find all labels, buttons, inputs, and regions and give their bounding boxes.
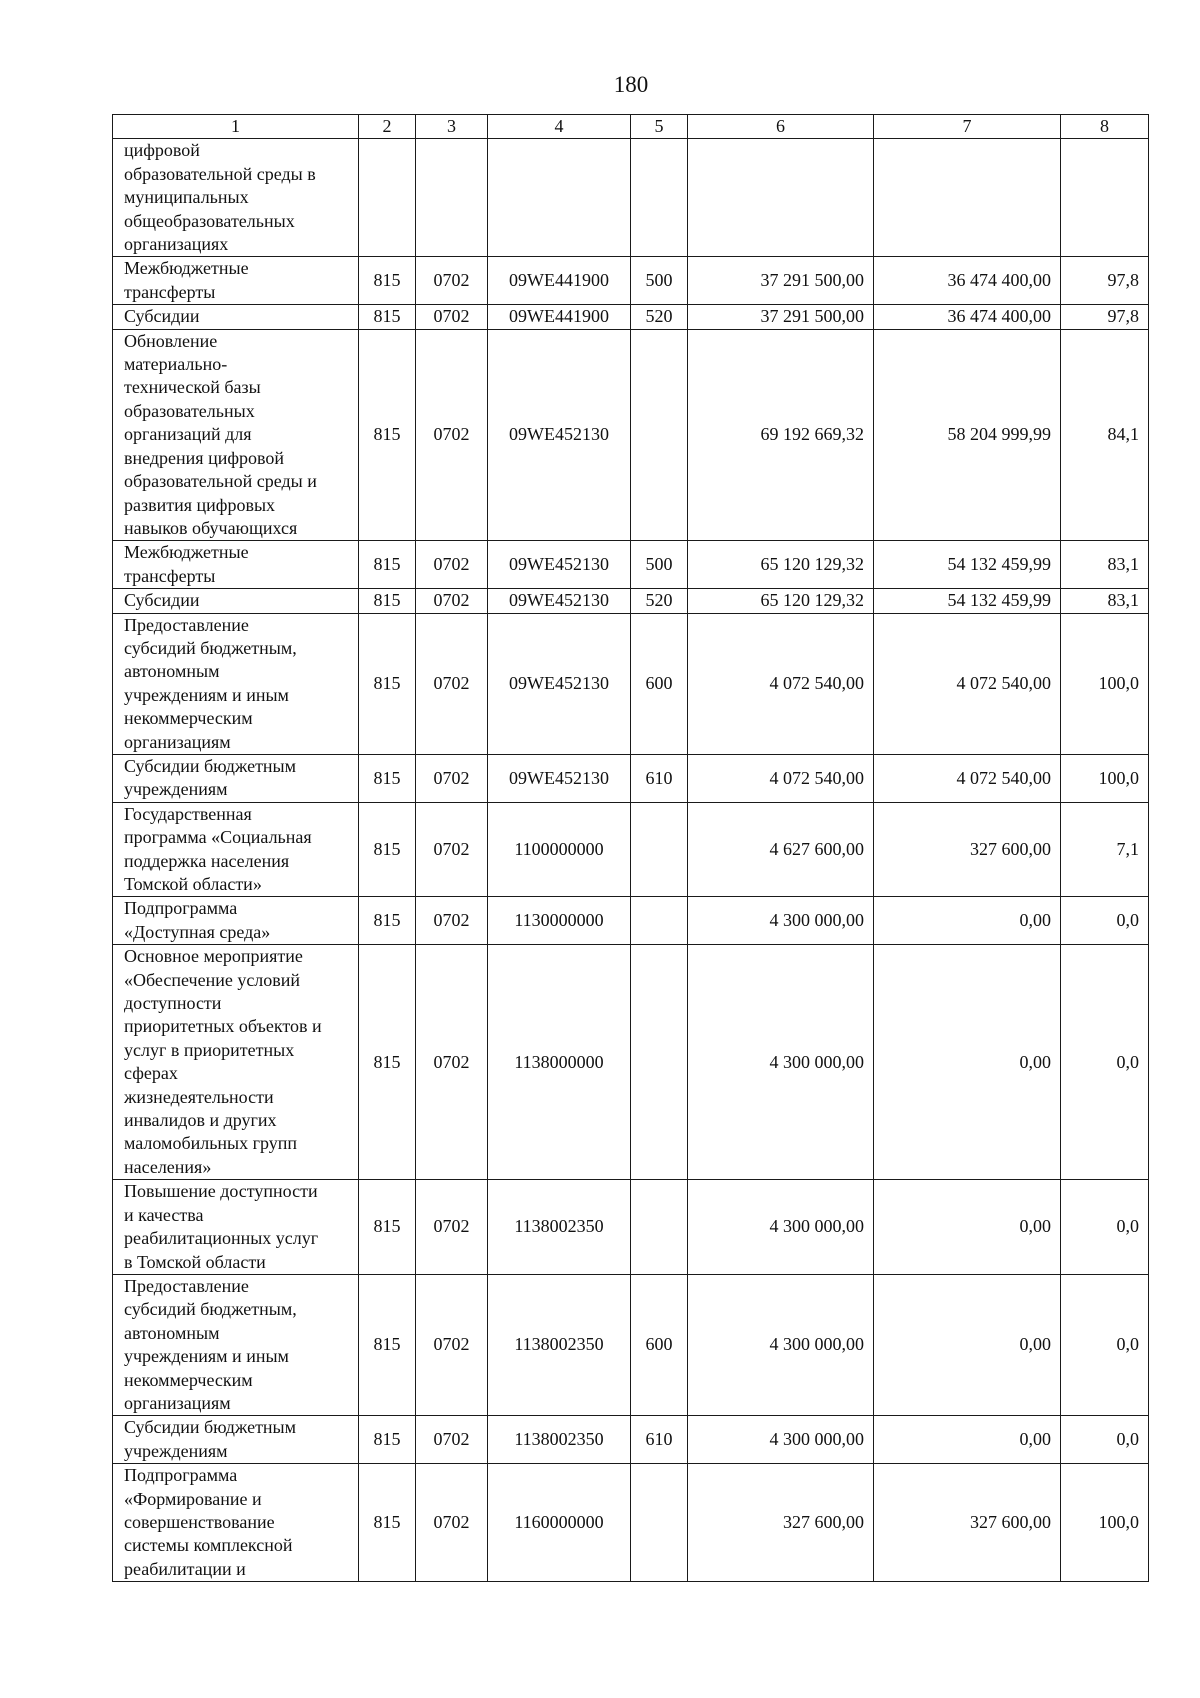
percent-cell: 97,8: [1061, 305, 1149, 329]
row-name-cell: Повышение доступности и качества реабилитационных услуг в Томской области: [113, 1180, 359, 1275]
row-name-cell: Предоставление субсидий бюджетным, автономным учреждениям и иным некоммерческим организациям: [113, 1274, 359, 1415]
section-code-cell: 0702: [416, 1416, 488, 1464]
table-row: [113, 613, 1149, 754]
column-header: 1: [113, 115, 359, 139]
expense-type-cell: 600: [631, 613, 688, 754]
actual-amount-cell: 327 600,00: [874, 802, 1061, 897]
planned-amount-cell: 4 300 000,00: [688, 897, 874, 945]
actual-amount-cell: 0,00: [874, 1416, 1061, 1464]
planned-amount-cell: [688, 139, 874, 257]
expense-type-cell: [631, 897, 688, 945]
admin-code-cell: 815: [359, 1416, 416, 1464]
section-code-cell: 0702: [416, 897, 488, 945]
expense-type-cell: 610: [631, 1416, 688, 1464]
planned-amount-cell: 69 192 669,32: [688, 329, 874, 541]
admin-code-cell: 815: [359, 897, 416, 945]
table-row: [113, 1464, 1149, 1582]
row-name-cell: Подпрограмма «Формирование и совершенствование системы комплексной реабилитации и: [113, 1464, 359, 1582]
expense-type-cell: 500: [631, 541, 688, 589]
expense-type-cell: [631, 139, 688, 257]
percent-cell: 0,0: [1061, 1180, 1149, 1275]
table-row: [113, 1180, 1149, 1275]
table-row: [113, 897, 1149, 945]
target-code-cell: 1138002350: [488, 1180, 631, 1275]
column-header: 6: [688, 115, 874, 139]
percent-cell: 100,0: [1061, 1464, 1149, 1582]
admin-code-cell: 815: [359, 329, 416, 541]
section-code-cell: 0702: [416, 802, 488, 897]
percent-cell: 83,1: [1061, 541, 1149, 589]
table-row: [113, 329, 1149, 541]
table-row: [113, 257, 1149, 305]
header-row: [113, 115, 1149, 139]
table-row: [113, 754, 1149, 802]
expense-type-cell: 610: [631, 754, 688, 802]
planned-amount-cell: 327 600,00: [688, 1464, 874, 1582]
row-name-cell: Межбюджетные трансферты: [113, 257, 359, 305]
actual-amount-cell: 54 132 459,99: [874, 541, 1061, 589]
actual-amount-cell: 58 204 999,99: [874, 329, 1061, 541]
table-row: [113, 305, 1149, 329]
table-row: [113, 802, 1149, 897]
section-code-cell: 0702: [416, 1180, 488, 1275]
section-code-cell: 0702: [416, 1464, 488, 1582]
target-code-cell: 1160000000: [488, 1464, 631, 1582]
column-header: 4: [488, 115, 631, 139]
actual-amount-cell: 0,00: [874, 897, 1061, 945]
table-row: [113, 1274, 1149, 1415]
target-code-cell: [488, 139, 631, 257]
actual-amount-cell: 4 072 540,00: [874, 754, 1061, 802]
admin-code-cell: 815: [359, 1180, 416, 1275]
admin-code-cell: 815: [359, 1464, 416, 1582]
planned-amount-cell: 37 291 500,00: [688, 257, 874, 305]
target-code-cell: 09WE441900: [488, 257, 631, 305]
admin-code-cell: 815: [359, 589, 416, 613]
admin-code-cell: 815: [359, 802, 416, 897]
planned-amount-cell: 65 120 129,32: [688, 541, 874, 589]
actual-amount-cell: 36 474 400,00: [874, 257, 1061, 305]
section-code-cell: 0702: [416, 329, 488, 541]
target-code-cell: 09WE452130: [488, 589, 631, 613]
section-code-cell: 0702: [416, 305, 488, 329]
row-name-cell: Предоставление субсидий бюджетным, автономным учреждениям и иным некоммерческим организациям: [113, 613, 359, 754]
table-row: [113, 945, 1149, 1180]
percent-cell: 97,8: [1061, 257, 1149, 305]
row-name-cell: Субсидии бюджетным учреждениям: [113, 1416, 359, 1464]
percent-cell: [1061, 139, 1149, 257]
target-code-cell: 1130000000: [488, 897, 631, 945]
planned-amount-cell: 4 072 540,00: [688, 613, 874, 754]
admin-code-cell: 815: [359, 1274, 416, 1415]
section-code-cell: [416, 139, 488, 257]
target-code-cell: 09WE452130: [488, 754, 631, 802]
row-name-cell: Субсидии бюджетным учреждениям: [113, 754, 359, 802]
planned-amount-cell: 4 300 000,00: [688, 1274, 874, 1415]
table-row: [113, 541, 1149, 589]
actual-amount-cell: 36 474 400,00: [874, 305, 1061, 329]
column-header: 2: [359, 115, 416, 139]
percent-cell: 84,1: [1061, 329, 1149, 541]
table-row: [113, 1416, 1149, 1464]
percent-cell: 83,1: [1061, 589, 1149, 613]
percent-cell: 7,1: [1061, 802, 1149, 897]
admin-code-cell: 815: [359, 945, 416, 1180]
actual-amount-cell: 0,00: [874, 1180, 1061, 1275]
admin-code-cell: 815: [359, 541, 416, 589]
table-row: [113, 589, 1149, 613]
target-code-cell: 09WE452130: [488, 541, 631, 589]
page-number: 180: [613, 72, 649, 97]
section-code-cell: 0702: [416, 541, 488, 589]
planned-amount-cell: 4 072 540,00: [688, 754, 874, 802]
percent-cell: 100,0: [1061, 613, 1149, 754]
row-name-cell: Субсидии: [113, 589, 359, 613]
admin-code-cell: [359, 139, 416, 257]
admin-code-cell: 815: [359, 257, 416, 305]
column-header: 7: [874, 115, 1061, 139]
row-name-cell: Подпрограмма «Доступная среда»: [113, 897, 359, 945]
column-header: 5: [631, 115, 688, 139]
row-name-cell: цифровой образовательной среды в муниципальных общеобразовательных организациях: [113, 139, 359, 257]
planned-amount-cell: 4 300 000,00: [688, 1180, 874, 1275]
target-code-cell: 09WE452130: [488, 613, 631, 754]
expense-type-cell: [631, 945, 688, 1180]
actual-amount-cell: [874, 139, 1061, 257]
planned-amount-cell: 37 291 500,00: [688, 305, 874, 329]
section-code-cell: 0702: [416, 613, 488, 754]
planned-amount-cell: 4 300 000,00: [688, 1416, 874, 1464]
percent-cell: 0,0: [1061, 1274, 1149, 1415]
expense-type-cell: [631, 1180, 688, 1275]
column-header: 8: [1061, 115, 1149, 139]
expense-type-cell: [631, 802, 688, 897]
expense-type-cell: [631, 329, 688, 541]
section-code-cell: 0702: [416, 257, 488, 305]
planned-amount-cell: 4 300 000,00: [688, 945, 874, 1180]
actual-amount-cell: 0,00: [874, 1274, 1061, 1415]
table-body: [113, 115, 1149, 1582]
expense-type-cell: 520: [631, 589, 688, 613]
admin-code-cell: 815: [359, 305, 416, 329]
expense-type-cell: [631, 1464, 688, 1582]
planned-amount-cell: 4 627 600,00: [688, 802, 874, 897]
target-code-cell: 1138000000: [488, 945, 631, 1180]
row-name-cell: Субсидии: [113, 305, 359, 329]
row-name-cell: Обновление материально- технической базы образовательных организаций для внедрения цифровой образовательной среды и развития цифровых навыков обучающихся: [113, 329, 359, 541]
target-code-cell: 1100000000: [488, 802, 631, 897]
section-code-cell: 0702: [416, 589, 488, 613]
row-name-cell: Основное мероприятие «Обеспечение условий доступности приоритетных объектов и услуг в приоритетных сферах жизнедеятельности инвалидов и других маломобильных групп населения»: [113, 945, 359, 1180]
section-code-cell: 0702: [416, 945, 488, 1180]
admin-code-cell: 815: [359, 754, 416, 802]
actual-amount-cell: 4 072 540,00: [874, 613, 1061, 754]
expense-type-cell: 600: [631, 1274, 688, 1415]
actual-amount-cell: 327 600,00: [874, 1464, 1061, 1582]
expense-type-cell: 520: [631, 305, 688, 329]
section-code-cell: 0702: [416, 754, 488, 802]
column-header: 3: [416, 115, 488, 139]
table-row: [113, 139, 1149, 257]
target-code-cell: 1138002350: [488, 1416, 631, 1464]
expense-type-cell: 500: [631, 257, 688, 305]
admin-code-cell: 815: [359, 613, 416, 754]
actual-amount-cell: 0,00: [874, 945, 1061, 1180]
row-name-cell: Государственная программа «Социальная поддержка населения Томской области»: [113, 802, 359, 897]
section-code-cell: 0702: [416, 1274, 488, 1415]
planned-amount-cell: 65 120 129,32: [688, 589, 874, 613]
percent-cell: 0,0: [1061, 945, 1149, 1180]
row-name-cell: Межбюджетные трансферты: [113, 541, 359, 589]
target-code-cell: 09WE452130: [488, 329, 631, 541]
target-code-cell: 09WE441900: [488, 305, 631, 329]
percent-cell: 0,0: [1061, 1416, 1149, 1464]
actual-amount-cell: 54 132 459,99: [874, 589, 1061, 613]
percent-cell: 100,0: [1061, 754, 1149, 802]
target-code-cell: 1138002350: [488, 1274, 631, 1415]
percent-cell: 0,0: [1061, 897, 1149, 945]
budget-table: [112, 114, 1149, 1582]
